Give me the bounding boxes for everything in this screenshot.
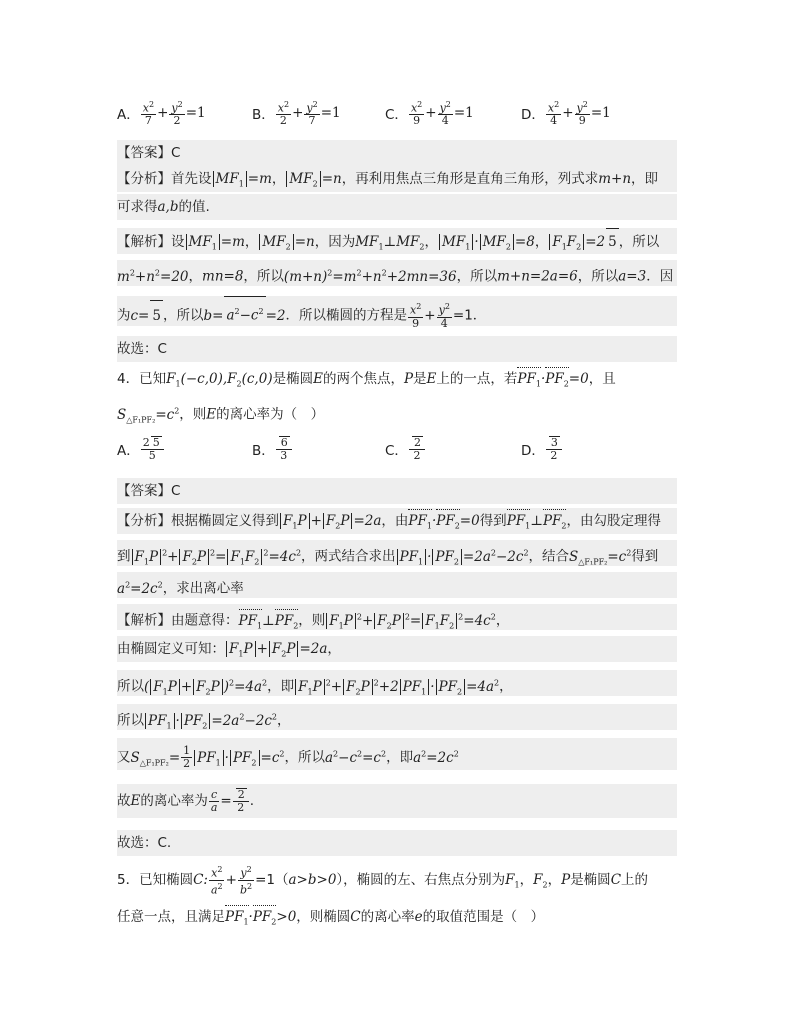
q4-stem-line1: 4．已知$F_1(-c,0),F_2(c,0)$是椭圆E的两个焦点，P是E上的一点，若$PF_1\cdot PF_2=0$，且: [117, 366, 677, 392]
q4-solution-line5: 又$S_{\triangle F_1PF_2}=$ $\frac{1}{2}$ $PF_1 \cdot PF_2 =c^2$，所以$a^2-c^2=c^2$，即$a^2=2c^2$: [117, 738, 677, 770]
q4-option-b: B． $\frac{6}{3}$: [252, 432, 293, 466]
q3-solution-line1: 【解析】设 $MF_1 =m$， $MF_2 =n$，因为$MF_1\perp MF_2$， $MF_1 \cdot MF_2 =8$， $F_1F_2 =2$ 5 ，所以: [117, 228, 677, 254]
q4-solution-line1: 【解析】由题意得：$PF_1\perp PF_2$，则 $F_1P$ $^2+ F_2P$ $^2= F_1F_2^2=4c^2$，: [117, 604, 677, 630]
q4-choice: 故选：C.: [117, 830, 677, 856]
q3-solution-line3: 为c= 5 ，所以$b= a^2-c^2 =2$．所以椭圆的方程是 $\frac{x^2}{9}$ + $\frac{y^2}{4}$ =1．: [117, 296, 677, 326]
q4-option-c: C． $\frac{2}{2}$: [385, 432, 426, 466]
q3-options: [117, 96, 677, 130]
q4-solution-line4: 所以 $PF_1 \cdot PF_2 =2a^2-2c^2$，: [117, 704, 677, 730]
q4-option-d: D． $\frac{3}{2}$: [521, 432, 563, 466]
q4-analysis-line3: $a^2=2c^2$，求出离心率: [117, 572, 677, 598]
q3-option-b: B． $\frac{x^2}{2}$ + $\frac{y^2}{7}$ =1: [252, 99, 341, 128]
q3-option-c: C． $\frac{x^2}{9}$ + $\frac{y^2}{4}$ =1: [385, 99, 474, 128]
q4-option-a: A． $\frac{2 5}{5}$: [117, 432, 165, 466]
q5-stem-line2: 任意一点，且满足$PF_1\cdot PF_2>0$，则椭圆C的离心率e的取值范围是（ ）: [117, 904, 677, 930]
q3-analysis-line2: 可求得a,b的值.: [117, 194, 677, 220]
q4-solution-line6: 故E的离心率为 $\frac{c}{a}$ = $\frac{2}{2}$ .: [117, 784, 677, 818]
q3-option-d: D． $\frac{x^2}{4}$ + $\frac{y^2}{9}$ =1: [521, 99, 611, 128]
q5-stem-line1: 5．已知椭圆C: $\frac{x^2}{a^2}$ + $\frac{y^2}{b^2}$ =1（a>b>0），椭圆的左、右焦点分别为$F_1$，$F_2$，P是椭圆C上的: [117, 865, 649, 897]
q4-solution-line3: 所以( $F_1P + F_2P$ )$^2=4a^2$，即 $F_1P$ $^2+ F_2P$ $^2$+2 $PF_1 \cdot PF_2 =4a^2$，: [117, 670, 677, 696]
q3-solution-line2: $m^2+n^2=20$，mn=8，所以$(m+n)^2=m^2+n^2+2mn=36$，所以m+n=2a=6，所以a=3．因: [117, 260, 677, 286]
q3-analysis-line1: 【分析】首先设 $MF_1 =m$， $MF_2 =n$，再利用焦点三角形是直角三角形，列式求m+n，即: [117, 166, 677, 192]
q4-analysis-line2: 到 $F_1P$ $^2+ F_2P$ $^2= F_1F_2^2=4c^2$，两式结合求出 $PF_1 \cdot PF_2 =2a^2-2c^2$，结合$S_{\triangle F_1PF_2}=c^2$得到: [117, 540, 677, 566]
q4-stem-line2: $S_{\triangle F_1PF_2}=c^2$，则E的离心率为（ ）: [117, 406, 325, 425]
q3-answer: 【答案】C: [117, 140, 677, 166]
q3-option-a: A． $\frac{x^2}{7}$ + $\frac{y^2}{2}$ =1: [117, 99, 206, 128]
q4-solution-line2: 由椭圆定义可知： $F_1P + F_2P =2a$，: [117, 636, 677, 662]
q4-answer: 【答案】C: [117, 478, 677, 504]
q4-options: [117, 432, 677, 466]
q4-analysis-line1: 【分析】根据椭圆定义得到 $F_1P + F_2P =2a$，由$PF_1\cdot PF_2=0$得到$PF_1\perp PF_2$，由勾股定理得: [117, 508, 677, 534]
q3-choice: 故选：C: [117, 336, 677, 362]
